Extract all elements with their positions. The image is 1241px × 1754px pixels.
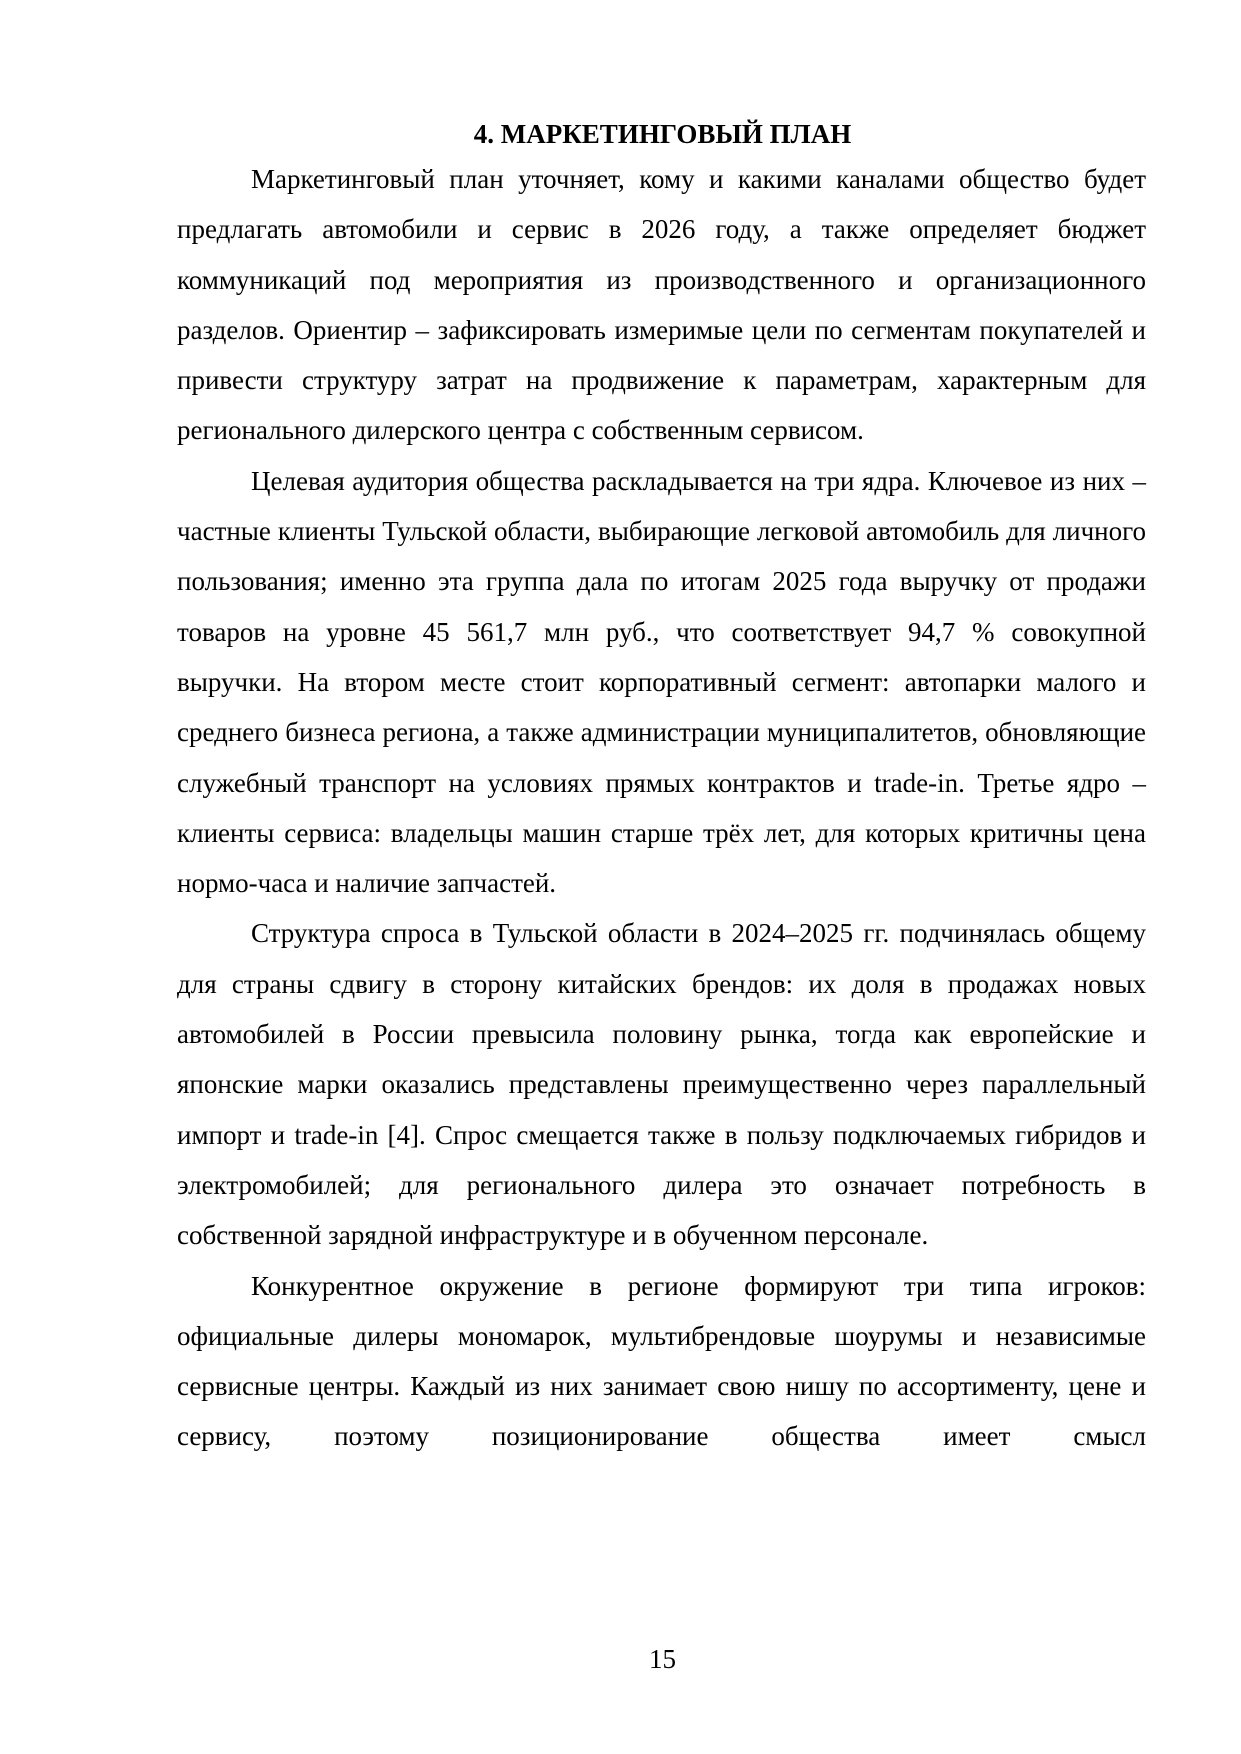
page-number: 15 [649, 1644, 676, 1674]
section-heading: 4. МАРКЕТИНГОВЫЙ ПЛАН [473, 119, 852, 149]
paragraph-competitive-environment: Конкурентное окружение в регионе формируют три типа игроков: официальные дилеры мономарок, мультибрендовые шоурумы и независимые сервисные центры. Каждый из них занимает свою нишу по ассортименту, цене и сервису, поэтому позиционирование общества имеет смысл [177, 1270, 1146, 1452]
paragraph-target-audience: Целевая аудитория общества раскладывается на три ядра. Ключевое из них – частные клиенты Тульской области, выбирающие легковой автомобиль для личного пользования; именно эта группа дала по итогам 2025 года выручку от продажи товаров на уровне 45 561,7 млн руб., что соответствует 94,7 % совокупной выручки. На втором месте стоит корпоративный сегмент: автопарки малого и среднего бизнеса региона, а также администрации муниципалитетов, обновляющие служебный транспорт на условиях прямых контрактов и trade-in. Третье ядро – клиенты сервиса: владельцы машин старше трёх лет, для которых критичны цена нормо-часа и наличие запчастей. [177, 465, 1146, 899]
paragraph-demand-structure: Структура спроса в Тульской области в 2024–2025 гг. подчинялась общему для страны сдвигу в сторону китайских брендов: их доля в продажах новых автомобилей в России превысила половину рынка, тогда как европейские и японские марки оказались представлены преимущественно через параллельный импорт и trade-in [4]. Спрос смещается также в пользу подключаемых гибридов и электромобилей; для регионального дилера это означает потребность в собственной зарядной инфраструктуре и в обученном персонале. [177, 918, 1146, 1251]
page-content [177, 114, 1146, 1462]
paragraph-marketing-plan-intro: Маркетинговый план уточняет, кому и какими каналами общество будет предлагать автомобили и сервис в 2026 году, а также определяет бюджет коммуникаций под мероприятия из производственного и организационного разделов. Ориентир – зафиксировать измеримые цели по сегментам покупателей и привести структуру затрат на продвижение к параметрам, характерным для регионального дилерского центра с собственным сервисом. [177, 164, 1146, 446]
